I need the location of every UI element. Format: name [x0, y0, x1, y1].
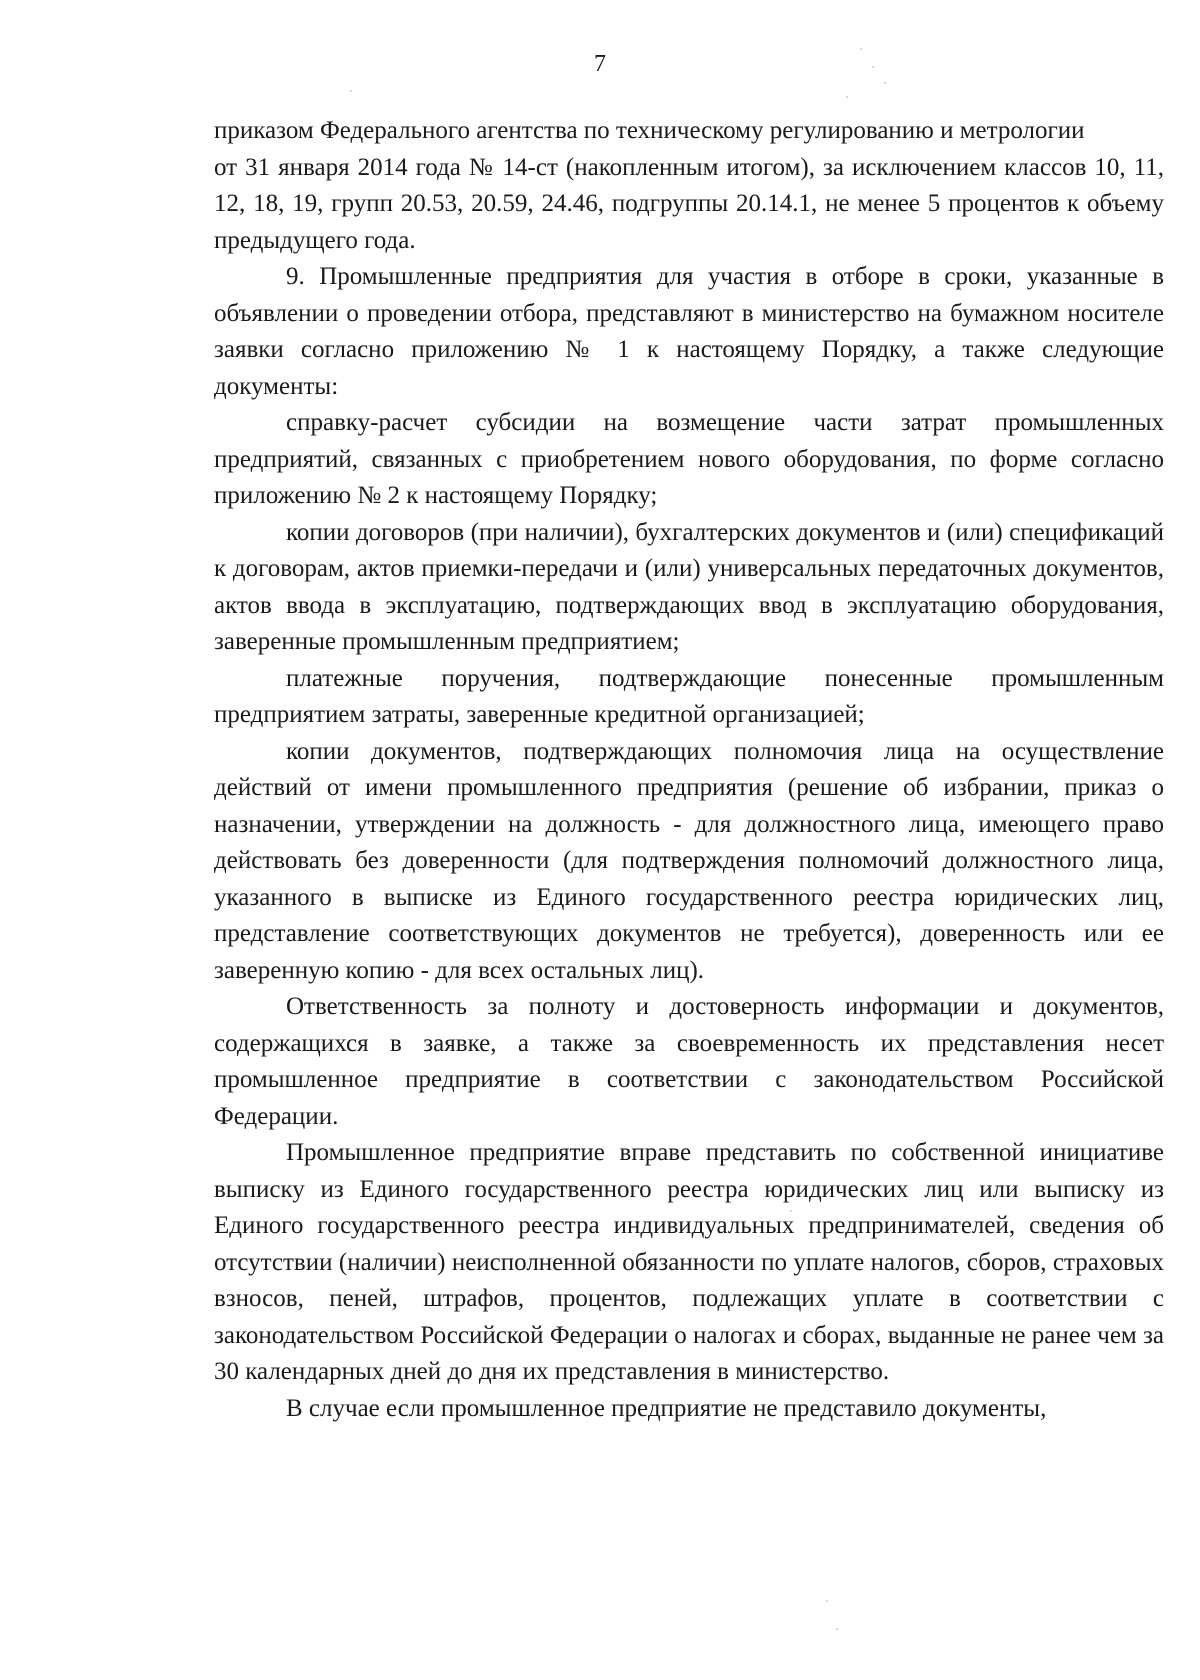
- scan-speck: [836, 1628, 838, 1630]
- document-body: [214, 113, 1164, 1427]
- scan-speck: [884, 82, 886, 84]
- scan-speck: [826, 1600, 828, 1602]
- scan-speck: [872, 66, 874, 68]
- scan-speck: [846, 96, 848, 98]
- paragraph: от 31 января 2014 года № 14-ст (накопленным итогом), за исключением классов 10, 11, 12, 18, 19, групп 20.53, 20.59, 24.46, подгруппы 20.14.1, не менее 5 процентов к объему предыдущего года.: [214, 153, 1164, 254]
- page-number: 7: [594, 51, 606, 77]
- paragraph: платежные поручения, подтверждающие понесенные промышленным предприятием затраты, заверенные кредитной организацией;: [214, 664, 1164, 728]
- paragraph: копии договоров (при наличии), бухгалтерских документов и (или) спецификаций к договорам, актов приемки-передачи и (или) универсальных передаточных документов, актов ввода в эксплуатацию, подтверждающих ввод в эксплуатацию оборудования, заверенные промышленным предприятием;: [214, 518, 1164, 655]
- paragraph: приказом Федерального агентства по техническому регулированию и метрологии: [214, 117, 1085, 144]
- scan-speck: [860, 48, 862, 50]
- paragraph: Ответственность за полноту и достоверность информации и документов, содержащихся в заявке, а также за своевременность их представления несет промышленное предприятие в соответствии с законодательством Российской Федерации.: [214, 993, 1164, 1130]
- paragraph-item-9: 9. Промышленные предприятия для участия в отборе в сроки, указанные в объявлении о проведении отбора, представляют в министерство на бумажном носителе заявки согласно приложению № 1 к настоящему Порядку, а также следующие документы:: [214, 263, 1164, 400]
- scan-speck: [350, 90, 352, 92]
- paragraph: В случае если промышленное предприятие не представило документы,: [286, 1394, 1047, 1422]
- paragraph: копии документов, подтверждающих полномочия лица на осуществление действий от имени промышленного предприятия (решение об избрании, приказ о назначении, утверждении на должность - для должностного лица, имеющего право действовать без доверенности (для подтверждения полномочий должностного лица, указанного в выписке из Единого государственного реестра юридических лиц, представление соответствующих документов не требуется), доверенность или ее заверенную копию - для всех остальных лиц).: [214, 737, 1164, 984]
- paragraph: Промышленное предприятие вправе представить по собственной инициативе выписку из Единого государственного реестра юридических лиц или выписку из Единого государственного реестра индивидуальных предпринимателей, сведения об отсутствии (наличии) неисполненной обязанности по уплате налогов, сборов, страховых взносов, пеней, штрафов, процентов, подлежащих уплате в соответствии с законодательством Российской Федерации о налогах и сборах, выданные не ранее чем за 30 календарных дней до дня их представления в министерство.: [214, 1139, 1164, 1385]
- paragraph: справку-расчет субсидии на возмещение части затрат промышленных предприятий, связанных с приобретением нового оборудования, по форме согласно приложению № 2 к настоящему Порядку;: [214, 409, 1164, 509]
